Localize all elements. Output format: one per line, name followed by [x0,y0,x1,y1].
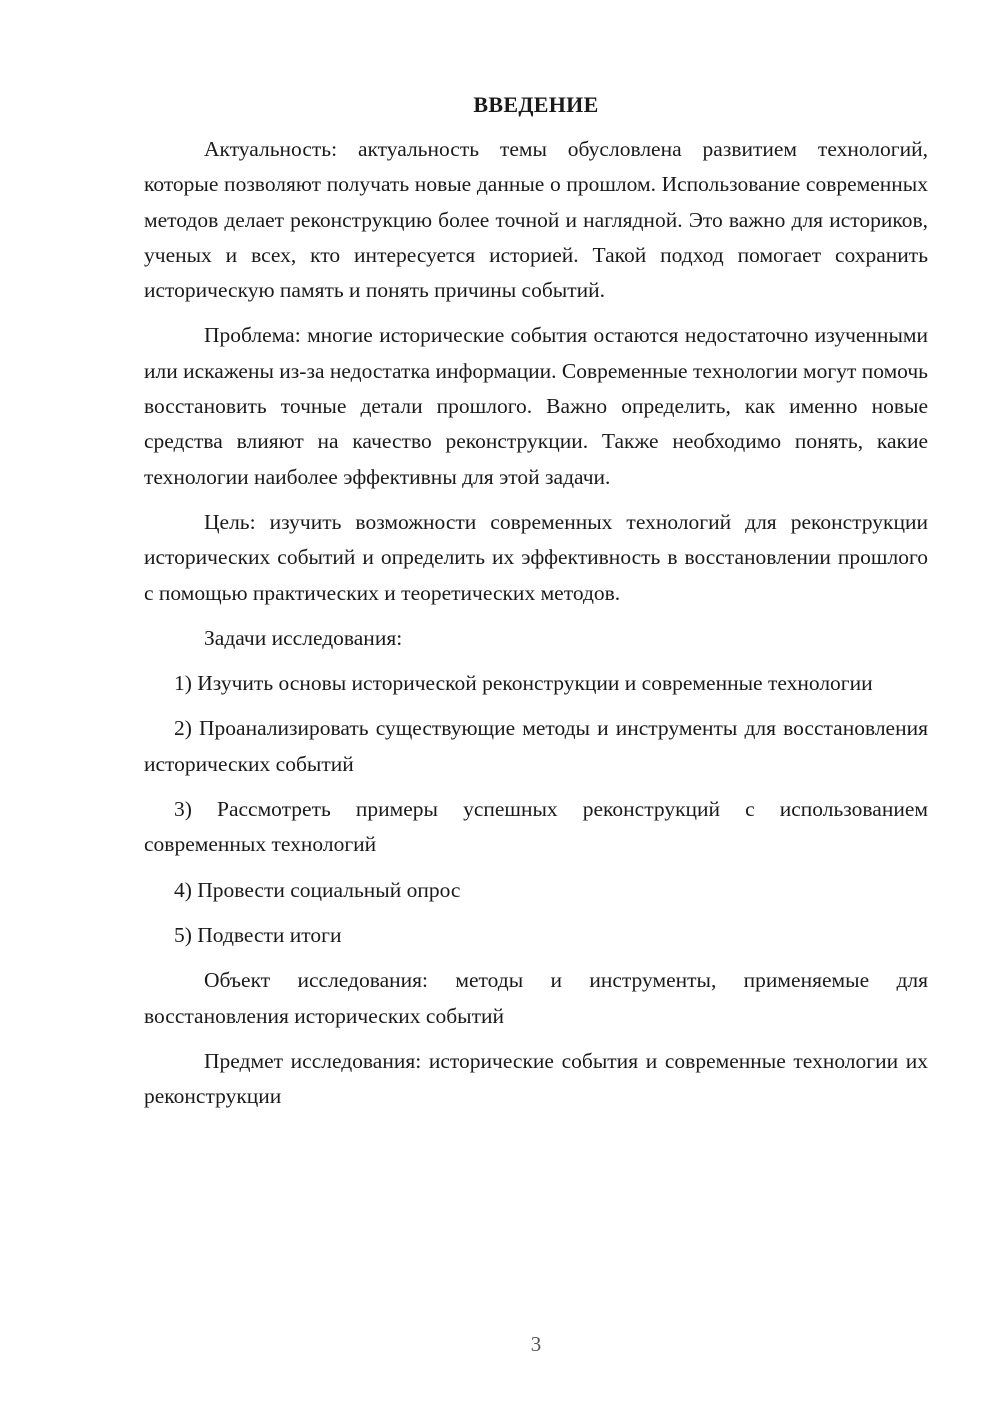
subject-paragraph: Предмет исследования: исторические события и современные технологии их реконструкции [144,1048,928,1109]
page-content [144,90,928,1124]
page-number: 3 [530,1332,542,1356]
section-title: ВВЕДЕНИЕ [473,92,599,117]
task-item: 4) Провести социальный опрос [174,877,461,902]
tasks-heading: Задачи исследования: [204,625,403,650]
problem-paragraph: Проблема: многие исторические события остаются недостаточно изученными или искажены из-за недостатка информации. Современные технологии могут помочь восстановить точные детали прошлого. Важно определить, как именно новые средства влияют на качество реконструкции. Также необходимо понять, какие технологии наиболее эффективны для этой задачи. [144,323,928,489]
task-item: 2) Проанализировать существующие методы и инструменты для восстановления исторических событий [144,716,928,776]
task-item: 3) Рассмотреть примеры успешных реконструкций с использованием современных технологий [144,797,928,857]
relevance-paragraph: Актуальность: актуальность темы обусловлена развитием технологий, которые позволяют получать новые данные о прошлом. Использование современных методов делает реконструкцию более точной и наглядной. Это важно для историков, ученых и всех, кто интересуется историей. Такой подход помогает сохранить историческую память и понять причины событий. [144,137,928,303]
goal-paragraph: Цель: изучить возможности современных технологий для реконструкции исторических событий и определить их эффективность в восстановлении прошлого с помощью практических и теоретических методов. [144,509,928,605]
object-paragraph: Объект исследования: методы и инструменты, применяемые для восстановления исторических событий [144,968,928,1028]
task-item: 5) Подвести итоги [174,922,342,947]
tasks-list [144,666,928,953]
task-item: 1) Изучить основы исторической реконструкции и современные технологии [174,671,873,696]
